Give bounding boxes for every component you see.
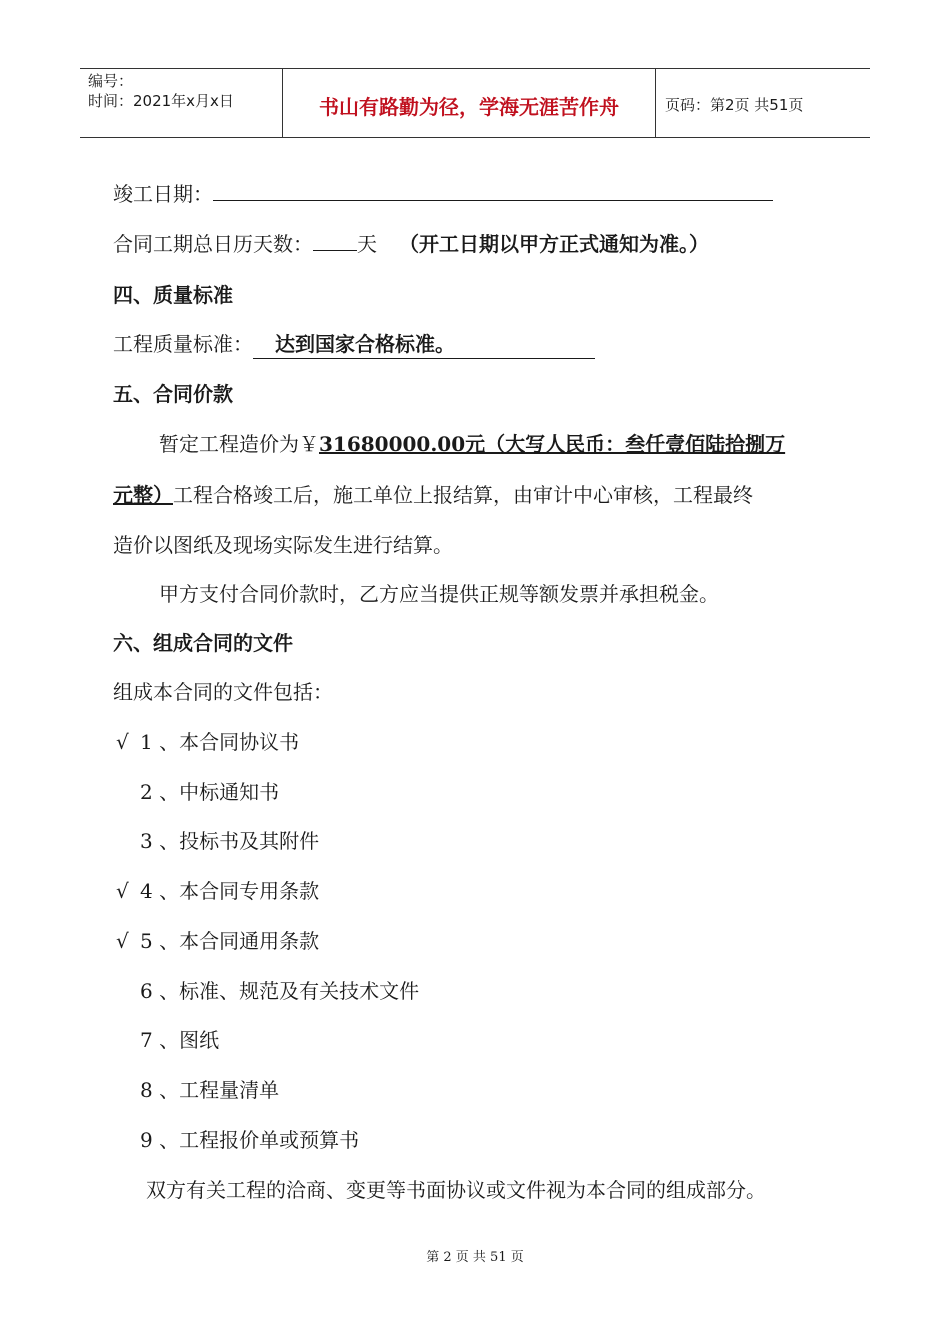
price-intro: 暂定工程造价为￥ bbox=[159, 432, 319, 456]
completion-date-label: 竣工日期： bbox=[113, 182, 213, 206]
price-amount-cont: 元整） bbox=[113, 483, 173, 507]
page-footer: 第 2 页 共 51 页 bbox=[426, 1250, 524, 1265]
number-label: 编号： bbox=[88, 72, 134, 90]
price-paragraph-line2 bbox=[113, 481, 753, 509]
doc-item-9: 9 、工程报价单或预算书 bbox=[140, 1128, 360, 1152]
page-header bbox=[80, 68, 870, 138]
total-days-line bbox=[113, 230, 709, 258]
doc-item-8: 8 、工程量清单 bbox=[140, 1078, 280, 1102]
doc-item-7: 7 、图纸 bbox=[140, 1028, 220, 1052]
total-days-label: 合同工期总日历天数： bbox=[113, 232, 313, 256]
doc-item-6: 6 、标准、规范及有关技术文件 bbox=[140, 979, 420, 1003]
total-days-note: （开工日期以甲方正式通知为准。） bbox=[399, 232, 709, 256]
doc-item-1: 1 、本合同协议书 bbox=[140, 730, 300, 754]
header-motto: 书山有路勤为径，学海无涯苦作舟 bbox=[319, 95, 619, 119]
price-amount: 31680000.00元（大写人民币：叁仟壹佰陆拾捌万 bbox=[319, 432, 786, 456]
price-paragraph-line1 bbox=[159, 430, 785, 458]
price-paragraph2: 甲方支付合同价款时，乙方应当提供正规等额发票并承担税金。 bbox=[159, 582, 719, 606]
header-page-label: 页码：第2页 共51页 bbox=[665, 96, 804, 114]
completion-date-blank bbox=[213, 180, 773, 201]
price-paragraph-line3: 造价以图纸及现场实际发生进行结算。 bbox=[113, 533, 453, 557]
completion-date-line bbox=[113, 180, 773, 208]
quality-value: 达到国家合格标准。 bbox=[275, 332, 455, 356]
date-label: 时间：2021年x月x日 bbox=[88, 92, 234, 110]
doc-item-3: 3 、投标书及其附件 bbox=[140, 829, 320, 853]
check-mark-5: √ bbox=[116, 929, 129, 953]
quality-line bbox=[113, 330, 595, 359]
header-meta bbox=[80, 69, 282, 137]
section4-title: 四、质量标准 bbox=[113, 283, 233, 307]
closing-paragraph: 双方有关工程的洽商、变更等书面协议或文件视为本合同的组成部分。 bbox=[146, 1178, 766, 1202]
total-days-blank bbox=[313, 230, 357, 251]
doc-item-5: 5 、本合同通用条款 bbox=[140, 929, 320, 953]
quality-value-wrap bbox=[253, 330, 595, 359]
header-motto-cell bbox=[282, 69, 656, 137]
header-page-cell bbox=[655, 69, 870, 137]
docs-intro: 组成本合同的文件包括： bbox=[113, 680, 333, 704]
check-mark-1: √ bbox=[116, 730, 129, 754]
check-mark-4: √ bbox=[116, 879, 129, 903]
doc-item-2: 2 、中标通知书 bbox=[140, 780, 280, 804]
section5-title: 五、合同价款 bbox=[113, 382, 233, 406]
price-rest: 工程合格竣工后，施工单位上报结算，由审计中心审核，工程最终 bbox=[173, 483, 753, 507]
section6-title: 六、组成合同的文件 bbox=[113, 631, 293, 655]
total-days-unit: 天 bbox=[357, 232, 377, 256]
quality-label: 工程质量标准： bbox=[113, 332, 253, 356]
doc-item-4: 4 、本合同专用条款 bbox=[140, 879, 320, 903]
